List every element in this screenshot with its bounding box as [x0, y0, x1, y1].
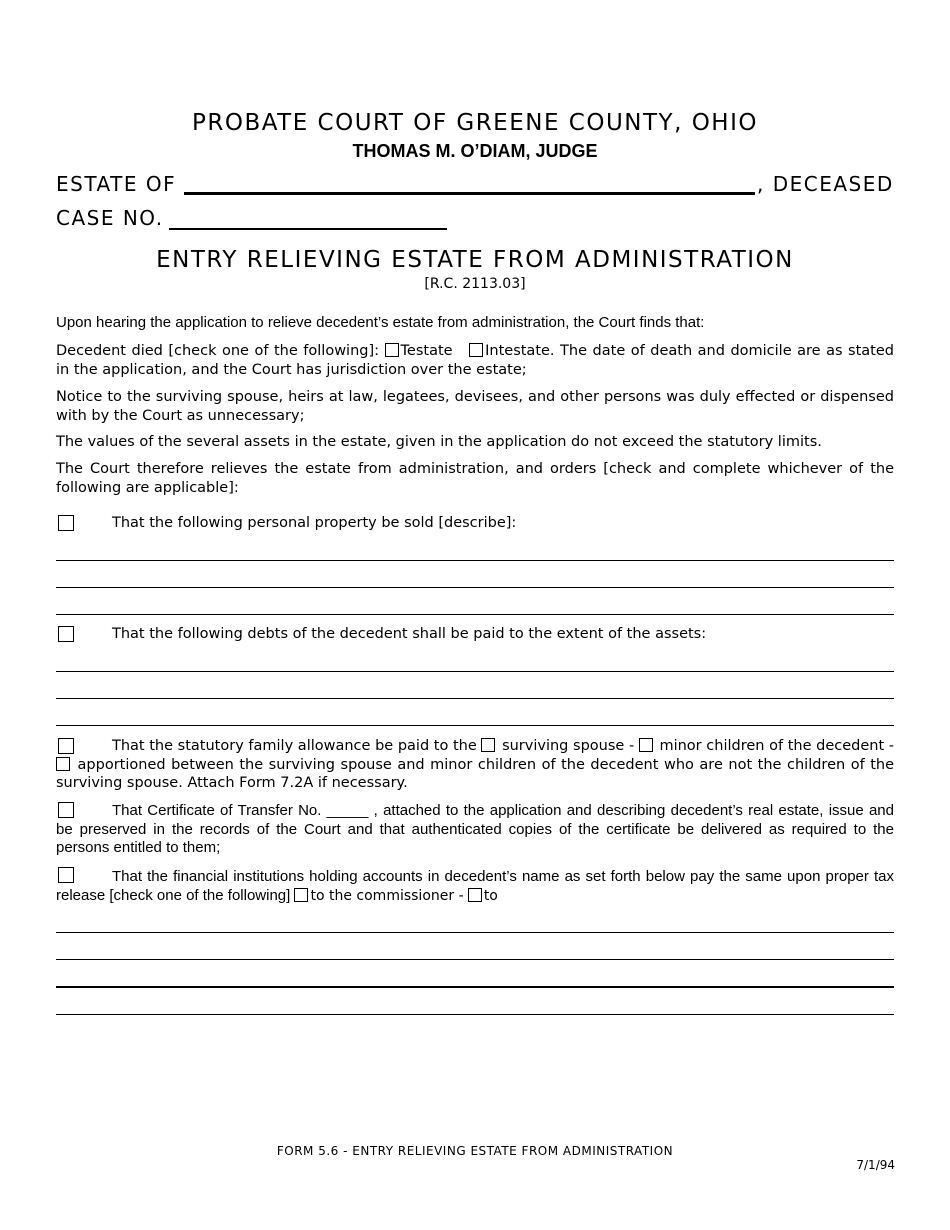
- apportioned-checkbox[interactable]: [56, 757, 70, 771]
- form-footer: FORM 5.6 - ENTRY RELIEVING ESTATE FROM ADMINISTRATION: [276, 1144, 674, 1158]
- personal-property-line-1[interactable]: [56, 560, 894, 561]
- personal-property-line-2[interactable]: [56, 587, 894, 588]
- minor-children-label: minor children of the decedent -: [659, 738, 895, 754]
- personal-property-line-3[interactable]: [56, 614, 894, 615]
- case-no-label: CASE NO.: [56, 206, 164, 230]
- notice-paragraph: Notice to the surviving spouse, heirs at law, legatees, devisees, and other persons was duly effected or dispensed with by the Court as unnecessary;: [56, 389, 894, 424]
- to-commissioner-label: to the commissioner -: [310, 887, 464, 904]
- minor-children-checkbox[interactable]: [639, 738, 653, 752]
- case-number-field[interactable]: [169, 228, 447, 230]
- family-allowance-paragraph: [56, 737, 894, 793]
- form-title: ENTRY RELIEVING ESTATE FROM ADMINISTRATION: [156, 247, 794, 273]
- testate-label: Testate: [400, 343, 453, 359]
- surviving-spouse-checkbox[interactable]: [481, 738, 495, 752]
- estate-name-field[interactable]: [184, 192, 755, 195]
- orders-paragraph: The Court therefore relieves the estate from administration, and orders [check and complete whichever of the following are applicable]:: [56, 461, 894, 496]
- certificate-text: That Certificate of Transfer No. _____ , attached to the application and describing decedent’s real estate, issue and be preserved in the records of the Court and that authenticated copies of the certificate be delivered as required to the persons entitled to them;: [56, 802, 894, 856]
- court-title: PROBATE COURT OF GREENE COUNTY, OHIO: [191, 110, 758, 136]
- statute-reference: [R.C. 2113.03]: [424, 276, 526, 292]
- financial-line-2[interactable]: [56, 959, 894, 960]
- died-suffix: The date of death and domicile are as stated in the application, and the Court has jurisdiction over the estate;: [56, 343, 894, 378]
- certificate-paragraph: [56, 802, 894, 858]
- testate-checkbox[interactable]: [385, 343, 399, 357]
- intestate-label: Intestate.: [485, 343, 555, 359]
- financial-line-4[interactable]: [56, 1014, 894, 1015]
- personal-property-checkbox[interactable]: [58, 515, 74, 531]
- allowance-rest: apportioned between the surviving spouse and minor children of the decedent who are not the children of the surviving spouse. Attach Form 7.2A if necessary.: [56, 756, 895, 791]
- intestate-checkbox[interactable]: [469, 343, 483, 357]
- debts-text: That the following debts of the decedent shall be paid to the extent of the assets:: [112, 626, 707, 642]
- debts-line-2[interactable]: [56, 698, 894, 699]
- debts-checkbox[interactable]: [58, 626, 74, 642]
- to-other-checkbox[interactable]: [468, 888, 482, 902]
- judge-name: THOMAS M. O’DIAM, JUDGE: [352, 141, 598, 161]
- estate-of-label: ESTATE OF: [56, 172, 177, 196]
- debts-line-1[interactable]: [56, 671, 894, 672]
- to-commissioner-checkbox[interactable]: [294, 888, 308, 902]
- deceased-label: , DECEASED: [757, 172, 894, 196]
- intro-text: Upon hearing the application to relieve decedent’s estate from administration, the Court finds that:: [56, 314, 705, 331]
- financial-line-3[interactable]: [56, 986, 894, 988]
- allowance-prefix: That the statutory family allowance be paid to the: [112, 738, 477, 754]
- personal-property-text: That the following personal property be sold [describe]:: [112, 515, 517, 531]
- revision-date: 7/1/94: [856, 1158, 895, 1172]
- financial-paragraph: [56, 868, 894, 905]
- debts-line-3[interactable]: [56, 725, 894, 726]
- died-prefix: Decedent died [check one of the following]:: [56, 343, 385, 359]
- decedent-died-paragraph: [56, 342, 894, 379]
- financial-line-1[interactable]: [56, 932, 894, 933]
- surviving-spouse-label: surviving spouse -: [502, 738, 635, 754]
- to-other-label: to: [483, 887, 498, 904]
- financial-prefix: That the financial institutions holding accounts in decedent’s name as set forth below pay the same upon proper tax release [check one of the following]: [56, 868, 894, 904]
- values-paragraph: The values of the several assets in the estate, given in the application do not exceed the statutory limits.: [56, 434, 822, 450]
